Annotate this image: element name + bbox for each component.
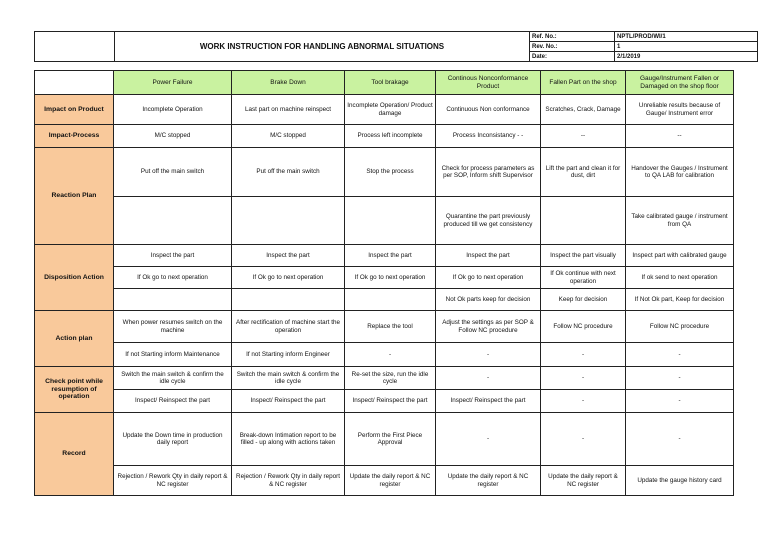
table-cell: Re-set the size, run the idle cycle <box>345 367 436 390</box>
table-cell: Break-down Intimation report to be filled - up along with actions taken <box>232 413 345 466</box>
table-cell: When power resumes switch on the machine <box>114 311 232 343</box>
table-cell: Quarantine the part previously produced till we get consistency <box>436 197 541 245</box>
table-cell <box>232 289 345 311</box>
row-header-reaction-plan: Reaction Plan <box>35 148 114 245</box>
document-header <box>34 31 758 62</box>
table-cell: M/C stopped <box>232 125 345 148</box>
table-cell: Inspect/ Reinspect the part <box>232 390 345 413</box>
table-cell: Update the daily report & NC register <box>541 466 626 496</box>
table-cell: Adjust the settings as per SOP & Follow NC procedure <box>436 311 541 343</box>
table-row <box>35 367 734 390</box>
table-cell: Check for process parameters as per SOP, Inform shift Supervisor <box>436 148 541 197</box>
table-cell: Scratches, Crack, Damage <box>541 95 626 125</box>
table-cell: -- <box>541 125 626 148</box>
table-cell: Update the gauge history card <box>626 466 734 496</box>
table-cell: - <box>436 343 541 367</box>
table-row <box>35 390 734 413</box>
table-cell: Perform the First Piece Approval <box>345 413 436 466</box>
column-header-nonconformance: Continous Nonconformance Product <box>436 71 541 95</box>
table-cell <box>541 197 626 245</box>
table-cell: Rejection / Rework Qty in daily report & NC register <box>114 466 232 496</box>
table-row <box>35 311 734 343</box>
table-row <box>35 95 734 125</box>
table-cell: Inspect/ Reinspect the part <box>436 390 541 413</box>
table-cell: Process left incomplete <box>345 125 436 148</box>
column-header-row <box>35 71 734 95</box>
table-cell: Put off the main switch <box>114 148 232 197</box>
table-row <box>35 466 734 496</box>
table-cell: Follow NC procedure <box>541 311 626 343</box>
table-cell: If Ok go to next operation <box>436 267 541 289</box>
ref-label: Ref. No.: <box>530 32 615 42</box>
table-cell: - <box>626 413 734 466</box>
table-cell: Update the daily report & NC register <box>345 466 436 496</box>
corner-cell <box>35 71 114 95</box>
table-cell: Last part on machine reinspect <box>232 95 345 125</box>
table-cell: If Ok go to next operation <box>114 267 232 289</box>
table-row <box>35 197 734 245</box>
table-cell: Put off the main switch <box>232 148 345 197</box>
table-cell: Inspect the part <box>345 245 436 267</box>
table-cell: Inspect part with calibrated gauge <box>626 245 734 267</box>
table-cell: If not Starting inform Engineer <box>232 343 345 367</box>
table-cell: - <box>541 390 626 413</box>
table-cell: Switch the main switch & confirm the idle cycle <box>114 367 232 390</box>
table-cell: Inspect the part <box>114 245 232 267</box>
table-cell: Inspect/ Reinspect the part <box>345 390 436 413</box>
table-cell: If Ok continue with next operation <box>541 267 626 289</box>
table-row <box>35 245 734 267</box>
table-cell: - <box>436 413 541 466</box>
table-cell: Inspect/ Reinspect the part <box>114 390 232 413</box>
table-cell: Not Ok parts keep for decision <box>436 289 541 311</box>
table-cell: Handover the Gauges / Instrument to QA LAB for calibration <box>626 148 734 197</box>
table-row <box>35 413 734 466</box>
table-cell: - <box>541 343 626 367</box>
column-header-brake-down: Brake Down <box>232 71 345 95</box>
table-cell: Replace the tool <box>345 311 436 343</box>
table-cell: - <box>626 390 734 413</box>
table-cell: Lift the part and clean it for dust, dirt <box>541 148 626 197</box>
table-cell: M/C stopped <box>114 125 232 148</box>
table-cell: - <box>345 343 436 367</box>
table-cell: Take calibrated gauge / instrument from QA <box>626 197 734 245</box>
table-cell <box>114 197 232 245</box>
row-header-disposition-action: Disposition Action <box>35 245 114 311</box>
table-cell <box>114 289 232 311</box>
ref-value: NPTL/PROD/WI/1 <box>615 32 758 42</box>
rev-label: Rev. No.: <box>530 42 615 52</box>
table-row <box>35 148 734 197</box>
table-cell: Rejection / Rework Qty in daily report & NC register <box>232 466 345 496</box>
table-cell: Continuous Non conformance <box>436 95 541 125</box>
column-header-fallen-part: Fallen Part on the shop <box>541 71 626 95</box>
table-cell: -- <box>626 125 734 148</box>
table-cell: Inspect the part <box>436 245 541 267</box>
table-cell: After rectification of machine start the operation <box>232 311 345 343</box>
table-row <box>35 125 734 148</box>
table-cell <box>345 289 436 311</box>
table-cell: Keep for decision <box>541 289 626 311</box>
table-cell: If Ok go to next operation <box>345 267 436 289</box>
table-cell: Incomplete Operation <box>114 95 232 125</box>
table-cell: Unreliable results because of Gauge/ Instrument error <box>626 95 734 125</box>
table-cell: Update the Down time in production daily report <box>114 413 232 466</box>
table-cell: Switch the main switch & confirm the idle cycle <box>232 367 345 390</box>
row-header-impact-product: Impact on Product <box>35 95 114 125</box>
table-row <box>35 343 734 367</box>
column-header-power-failure: Power Failure <box>114 71 232 95</box>
document-title: WORK INSTRUCTION FOR HANDLING ABNORMAL SITUATIONS <box>115 32 530 62</box>
table-cell <box>232 197 345 245</box>
rev-value: 1 <box>615 42 758 52</box>
table-row <box>35 289 734 311</box>
table-cell: Update the daily report & NC register <box>436 466 541 496</box>
row-header-record: Record <box>35 413 114 496</box>
table-cell: Stop the process <box>345 148 436 197</box>
row-header-impact-process: Impact-Process <box>35 125 114 148</box>
table-cell: Inspect the part visually <box>541 245 626 267</box>
table-cell: If not Starting inform Maintenance <box>114 343 232 367</box>
date-label: Date: <box>530 52 615 62</box>
table-cell: Inspect the part <box>232 245 345 267</box>
table-row <box>35 267 734 289</box>
table-cell: - <box>626 367 734 390</box>
table-cell <box>345 197 436 245</box>
table-cell: - <box>541 367 626 390</box>
column-header-tool-brakage: Tool brakage <box>345 71 436 95</box>
table-cell: If Ok go to next operation <box>232 267 345 289</box>
table-cell: Follow NC procedure <box>626 311 734 343</box>
row-header-action-plan: Action plan <box>35 311 114 367</box>
table-cell: Incomplete Operation/ Product damage <box>345 95 436 125</box>
table-cell: - <box>541 413 626 466</box>
column-header-gauge-fallen: Gauge/Instrument Fallen or Damaged on the shop floor <box>626 71 734 95</box>
logo-placeholder <box>35 32 115 62</box>
instruction-table <box>34 70 734 496</box>
table-cell: If ok send to next operation <box>626 267 734 289</box>
table-cell: If Not Ok part, Keep for decision <box>626 289 734 311</box>
table-cell: - <box>436 367 541 390</box>
date-value: 2/1/2019 <box>615 52 758 62</box>
table-cell: Process Inconsistancy - - <box>436 125 541 148</box>
row-header-check-point: Check point while resumption of operation <box>35 367 114 413</box>
table-cell: - <box>626 343 734 367</box>
